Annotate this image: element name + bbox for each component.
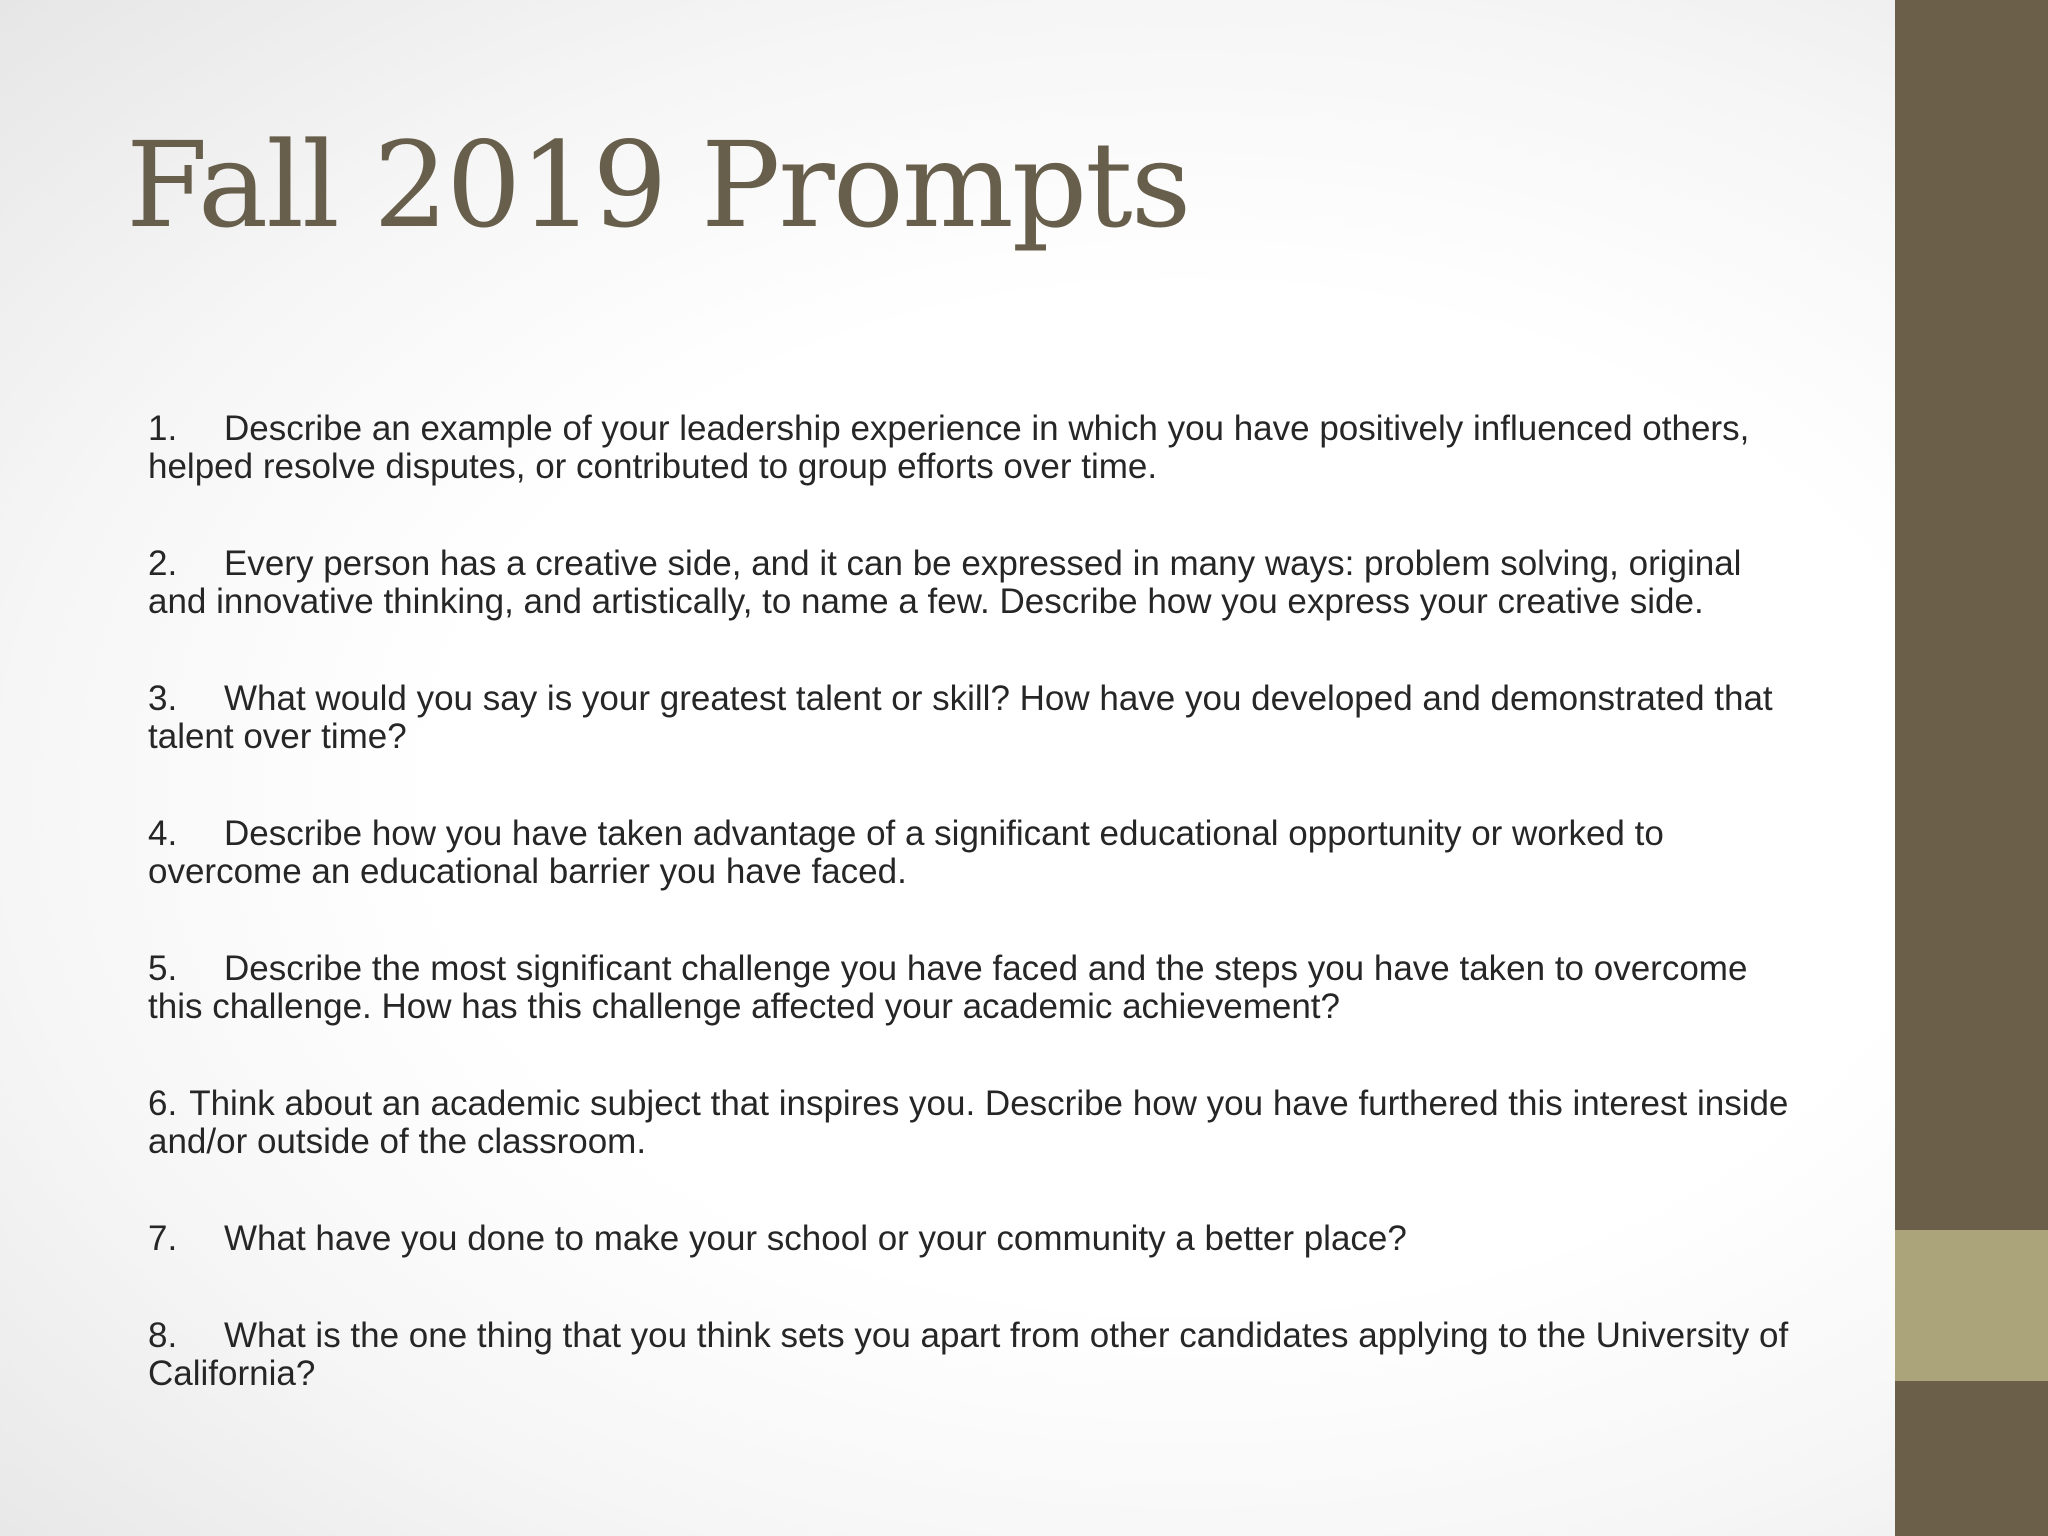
prompt-text: What would you say is your greatest talent or skill? How have you developed and demonstrated that talent over time? [148,679,1773,756]
prompt-number: 6. [148,1084,178,1123]
prompt-number: 2. [148,544,178,583]
prompt-text: What is the one thing that you think sets you apart from other candidates applying to the University of California? [148,1316,1789,1393]
prompt-item-4 [148,815,1798,891]
prompt-text: Describe how you have taken advantage of a significant educational opportunity or worked to overcome an educational barrier you have faced. [148,814,1664,891]
prompt-number: 5. [148,949,178,988]
prompt-number: 3. [148,679,178,718]
prompt-text: Think about an academic subject that inspires you. Describe how you have furthered this interest inside and/or outside of the classroom. [148,1084,1789,1161]
prompt-item-7 [148,1220,1798,1258]
prompt-item-5 [148,950,1798,1026]
prompt-number: 7. [148,1219,178,1258]
prompt-item-3 [148,680,1798,756]
prompt-number: 4. [148,814,178,853]
prompt-item-8 [148,1317,1798,1393]
prompt-item-1 [148,410,1798,486]
prompt-text: Describe the most significant challenge you have faced and the steps you have taken to overcome this challenge. How has this challenge affected your academic achievement? [148,949,1748,1026]
prompt-item-6 [148,1085,1798,1161]
prompt-text: Every person has a creative side, and it can be expressed in many ways: problem solving, original and innovative thinking, and artistically, to name a few. Describe how you express your creative side. [148,544,1742,621]
prompt-text: What have you done to make your school or your community a better place? [224,1219,1407,1258]
prompt-text: Describe an example of your leadership experience in which you have positively influenced others, helped resolve disputes, or contributed to group efforts over time. [148,409,1750,486]
prompt-item-2 [148,545,1798,621]
prompt-number: 8. [148,1316,178,1355]
side-decoration-accent [1895,1230,2048,1381]
slide-title: Fall 2019 Prompts [126,116,1190,254]
prompt-number: 1. [148,409,178,448]
prompt-list [148,410,1798,1452]
